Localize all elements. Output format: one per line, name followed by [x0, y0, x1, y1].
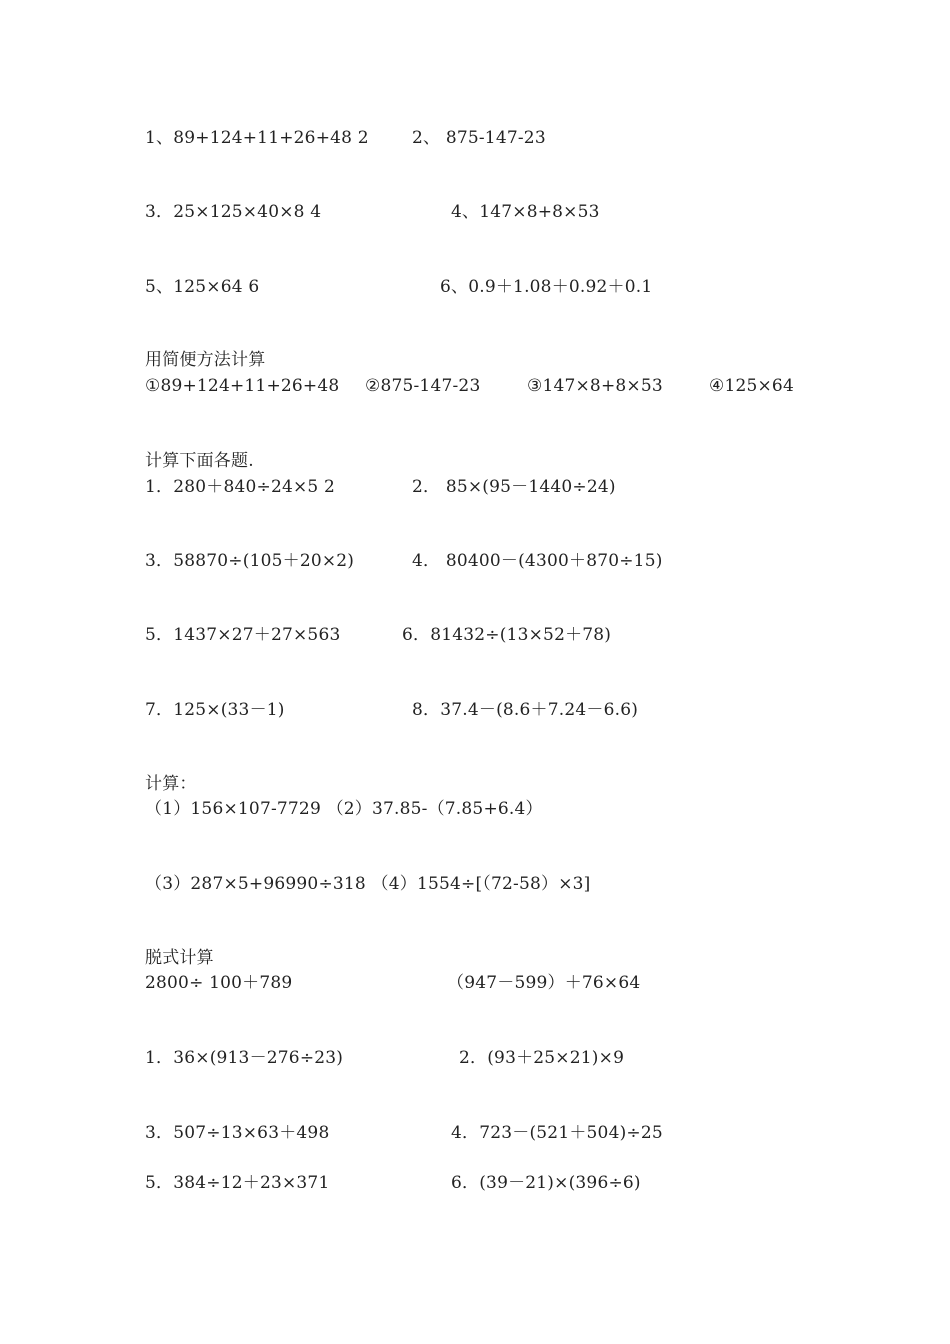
simplify-item-4: ④125×64	[709, 376, 794, 396]
section-heading-compute: 计算：	[145, 774, 197, 794]
problem-1-2: 2、 875-147-23	[412, 128, 546, 148]
problem-3-1: 1．280＋840÷24×5 2	[145, 477, 336, 497]
problem-5-b: （947－599）＋76×64	[447, 973, 641, 993]
problem-5-4: 4．723－(521＋504)÷25	[451, 1123, 663, 1143]
problem-1-4: 4、147×8+8×53	[451, 202, 600, 222]
problem-3-4: 4． 80400－(4300＋870÷15)	[412, 551, 663, 571]
problem-5-2: 2．(93＋25×21)×9	[459, 1048, 625, 1068]
problem-5-1: 1．36×(913－276÷23)	[145, 1048, 344, 1068]
simplify-item-1: ①89+124+11+26+48	[145, 376, 340, 396]
problem-3-2: 2． 85×(95－1440÷24)	[412, 477, 616, 497]
problem-5-a: 2800÷ 100＋789	[145, 973, 293, 993]
simplify-item-3: ③147×8+8×53	[527, 376, 663, 396]
problem-3-7: 7．125×(33－1)	[145, 700, 285, 720]
problem-1-5: 5、125×64 6	[145, 277, 260, 297]
problem-3-5: 5．1437×27＋27×563	[145, 625, 341, 645]
section-heading-calculate: 计算下面各题.	[145, 451, 254, 471]
problem-3-3: 3．58870÷(105＋20×2)	[145, 551, 355, 571]
compute-line-2: （3）287×5+96990÷318 （4）1554÷[（72-58）×3]	[145, 874, 591, 894]
problem-1-6: 6、0.9＋1.08＋0.92＋0.1	[440, 277, 653, 297]
problem-5-3: 3．507÷13×63＋498	[145, 1123, 330, 1143]
problem-1-3: 3．25×125×40×8 4	[145, 202, 322, 222]
problem-3-6: 6．81432÷(13×52＋78)	[402, 625, 612, 645]
section-heading-simplify: 用简便方法计算	[145, 350, 266, 370]
problem-5-5: 5．384÷12＋23×371	[145, 1173, 330, 1193]
compute-line-1: （1）156×107-7729 （2）37.85-（7.85+6.4）	[145, 799, 543, 819]
problem-3-8: 8．37.4－(8.6＋7.24－6.6)	[412, 700, 639, 720]
section-heading-stepwise: 脱式计算	[145, 948, 214, 968]
problem-5-6: 6．(39－21)×(396÷6)	[451, 1173, 641, 1193]
simplify-item-2: ②875-147-23	[365, 376, 481, 396]
problem-1-1: 1、89+124+11+26+48 2	[145, 128, 369, 148]
